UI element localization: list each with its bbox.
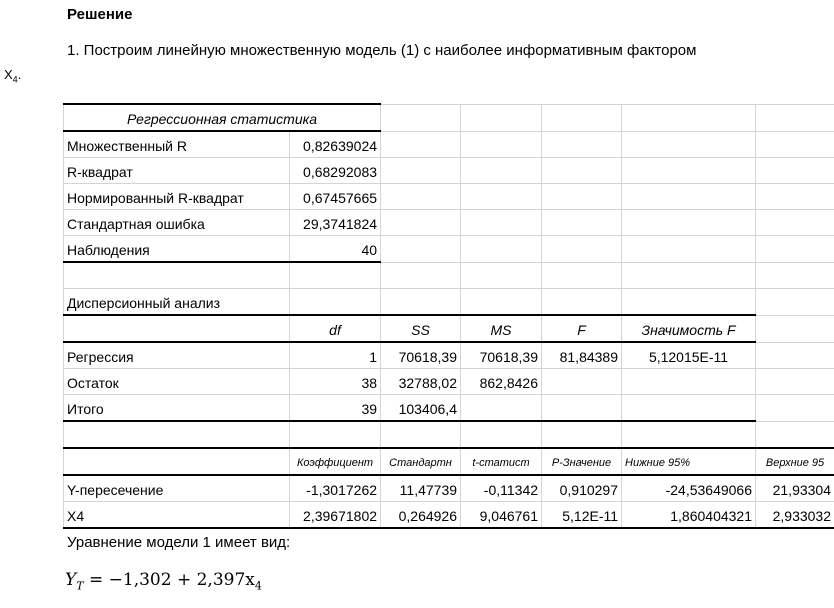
anova-cell: 39: [290, 395, 381, 422]
table-row: [64, 184, 834, 210]
equation-rhs: = −1,302 + 2,397x: [83, 570, 255, 590]
table-row: [64, 502, 834, 529]
stat-value: 29,3741824: [290, 210, 381, 236]
anova-cell: 81,84389: [542, 342, 622, 369]
anova-cell: 103406,4: [381, 395, 461, 422]
anova-header: Значимость F: [622, 315, 756, 342]
anova-cell: 70618,39: [461, 342, 542, 369]
table-row: [64, 395, 834, 422]
anova-cell: 5,12015E-11: [622, 342, 756, 369]
coef-header: Нижние 95%: [622, 448, 756, 475]
anova-header: SS: [381, 315, 461, 342]
equation-label: Уравнение модели 1 имеет вид:: [67, 534, 291, 551]
stat-label: R-квадрат: [64, 158, 290, 184]
anova-header: MS: [461, 315, 542, 342]
coef-cell: 2,933032: [756, 502, 834, 529]
coef-header: Коэффициент: [290, 448, 381, 475]
coef-cell: -0,11342: [461, 475, 542, 502]
table-row: [64, 210, 834, 236]
coef-cell: 21,93304: [756, 475, 834, 502]
table-row: [64, 475, 834, 502]
coef-cell: 0,910297: [542, 475, 622, 502]
solution-heading: Решение: [67, 6, 133, 23]
table-row: [64, 131, 834, 158]
anova-header: F: [542, 315, 622, 342]
coef-header: Стандартн: [381, 448, 461, 475]
equation-rhs-sub: 4: [254, 579, 262, 593]
regression-table: [63, 103, 834, 529]
anova-cell: [622, 369, 756, 395]
stat-label: Нормированный R-квадрат: [64, 184, 290, 210]
table-row: [64, 421, 834, 448]
coef-cell: -1,3017262: [290, 475, 381, 502]
coef-cell: 11,47739: [381, 475, 461, 502]
coef-cell: 0,264926: [381, 502, 461, 529]
anova-cell: [542, 369, 622, 395]
anova-cell: [461, 395, 542, 422]
table-row: [64, 236, 834, 263]
factor-main: X: [4, 67, 13, 82]
anova-cell: 70618,39: [381, 342, 461, 369]
anova-cell: 862,8426: [461, 369, 542, 395]
factor-label: [4, 67, 21, 85]
table-row: [64, 262, 834, 289]
stat-value: 0,82639024: [290, 131, 381, 158]
coef-cell: 9,046761: [461, 502, 542, 529]
intro-text: 1. Построим линейную множественную модель (1) с наиболее информативным фактором: [67, 42, 697, 59]
anova-cell: 38: [290, 369, 381, 395]
table-row: [64, 158, 834, 184]
table-row: [64, 315, 834, 342]
coef-cell: -24,53649066: [622, 475, 756, 502]
stat-value: 0,68292083: [290, 158, 381, 184]
coef-cell: 1,860404321: [622, 502, 756, 529]
table-row: [64, 342, 834, 369]
coef-header: t-статист: [461, 448, 542, 475]
model-equation: [65, 570, 262, 592]
coef-header: Верхние 95: [756, 448, 834, 475]
anova-cell: [622, 395, 756, 422]
coef-label: Y-пересечение: [64, 475, 290, 502]
anova-cell: 1: [290, 342, 381, 369]
equation-lhs: Y: [65, 570, 77, 590]
factor-suffix: .: [17, 67, 22, 82]
anova-cell: 32788,02: [381, 369, 461, 395]
stat-value: 0,67457665: [290, 184, 381, 210]
coef-cell: 5,12E-11: [542, 502, 622, 529]
coef-label: X4: [64, 502, 290, 529]
stat-label: Наблюдения: [64, 236, 290, 263]
stat-label: Стандартная ошибка: [64, 210, 290, 236]
table-row: [64, 289, 834, 316]
anova-label: Итого: [64, 395, 290, 422]
coef-cell: 2,39671802: [290, 502, 381, 529]
stat-label: Множественный R: [64, 131, 290, 158]
table-row: [64, 104, 834, 131]
equation-lhs-sub: T: [76, 579, 84, 593]
table-row: [64, 448, 834, 475]
factor-sub: 4: [12, 74, 18, 85]
regression-stats-title: Регрессионная статистика: [64, 104, 381, 131]
anova-label: Остаток: [64, 369, 290, 395]
table-row: [64, 369, 834, 395]
stat-value: 40: [290, 236, 381, 263]
anova-title: Дисперсионный анализ: [64, 289, 290, 316]
coef-header: P-Значение: [542, 448, 622, 475]
anova-label: Регрессия: [64, 342, 290, 369]
anova-header: df: [290, 315, 381, 342]
anova-cell: [542, 395, 622, 422]
